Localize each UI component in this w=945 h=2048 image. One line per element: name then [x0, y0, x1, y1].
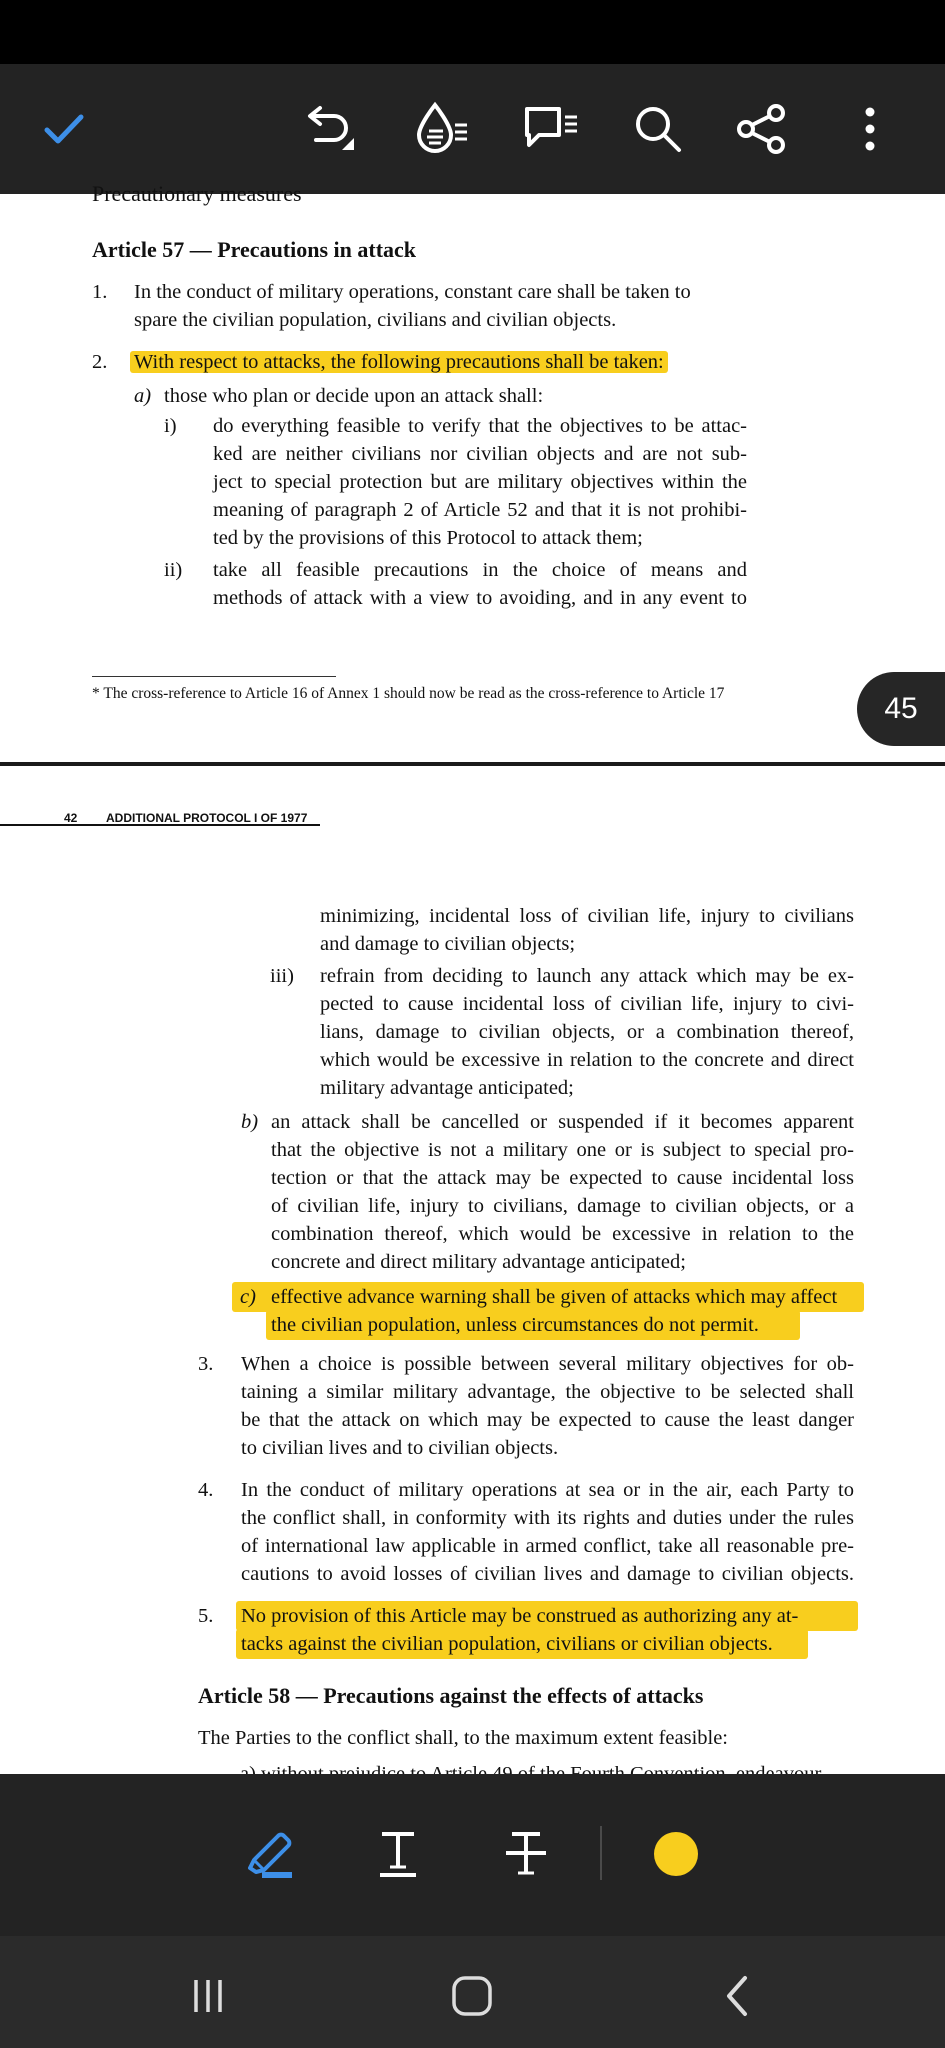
page-number-badge: 45 [857, 672, 945, 746]
para-3-line: When a choice is possible between several military objectives for ob- [241, 1353, 854, 1375]
para-5-line: No provision of this Article may be construed as authorizing any at- [241, 1605, 799, 1627]
checkmark-icon[interactable] [34, 99, 94, 159]
continued-line: and damage to civilian objects; [320, 933, 576, 955]
item-a-label: a) [134, 385, 152, 407]
back-icon[interactable] [708, 1966, 768, 2026]
item-i-line: ted by the provisions of this Protocol to attack them; [213, 527, 643, 549]
home-icon[interactable] [442, 1966, 502, 2026]
running-page-number: 42 [64, 811, 78, 825]
underline-icon[interactable] [368, 1824, 428, 1884]
item-iii-label: iii) [270, 965, 294, 987]
para-1-line: In the conduct of military operations, constant care shall be taken to [134, 281, 691, 303]
cut-heading: Precautionary measures [92, 181, 302, 206]
status-bar [0, 0, 945, 64]
highlighter-icon[interactable] [240, 1824, 300, 1884]
highlight-annotation[interactable]: With respect to attacks, the following precautions shall be taken: [130, 351, 668, 373]
item-a-text: those who plan or decide upon an attack shall: [164, 385, 544, 407]
share-icon[interactable] [732, 99, 792, 159]
para-1-number: 1. [92, 281, 108, 303]
para-2-number: 2. [92, 351, 108, 373]
para-5-line: tacks against the civilian population, civilians or civilian objects. [241, 1633, 773, 1655]
article-58-title: Article 58 — Precautions against the effects of attacks [198, 1683, 704, 1708]
recent-apps-icon[interactable] [178, 1966, 238, 2026]
para-3-line: to civilian lives and to civilian objects. [241, 1437, 559, 1459]
continued-line: minimizing, incidental loss of civilian life, injury to civilians [320, 905, 854, 927]
running-title: ADDITIONAL PROTOCOL I OF 1977 [106, 811, 308, 825]
article-57-title: Article 57 — Precautions in attack [92, 237, 417, 262]
item-iii-line: which would be excessive in relation to the concrete and direct [320, 1049, 854, 1071]
para-4-line: of international law applicable in armed conflict, take all reasonable pre- [241, 1535, 854, 1557]
para-4-line: cautions to avoid losses of civilian lives and damage to civilian objects. [241, 1563, 854, 1585]
pdf-page-45 [0, 181, 945, 762]
para-2-highlighted-text[interactable] [134, 348, 664, 376]
item-i-label: i) [164, 415, 177, 437]
item-b-line: that the objective is not a military one or is subject to special pro- [271, 1139, 854, 1161]
item-b-line: of civilian life, injury to civilians, damage to civilian objects, or a [271, 1195, 854, 1217]
read-mode-icon[interactable] [412, 99, 472, 159]
item-iii-line: refrain from deciding to launch any attack which may be ex- [320, 965, 854, 987]
item-c-line: effective advance warning shall be given of attacks which may affect [271, 1286, 838, 1308]
item-c-line: the civilian population, unless circumstances do not permit. [271, 1314, 759, 1336]
para-4-number: 4. [198, 1479, 214, 1501]
strikethrough-icon[interactable] [496, 1824, 556, 1884]
item-b-line: tection or that the attack may be expected to cause incidental loss [271, 1167, 854, 1189]
para-4-line: the conflict shall, in conformity with its rights and duties under the rules [241, 1507, 854, 1529]
item-i-line: ked are neither civilians nor civilian objects and are not sub- [213, 443, 747, 465]
para-1-line: spare the civilian population, civilians and civilian objects. [134, 309, 617, 331]
item-iii-line: military advantage anticipated; [320, 1077, 574, 1099]
pdf-page-46 [0, 766, 945, 1774]
top-toolbar [0, 64, 945, 194]
item-b-line: combination thereof, which would be excessive in relation to the [271, 1223, 854, 1245]
item-iii-line: pected to cause incidental loss of civilian life, injury to civi- [320, 993, 854, 1015]
comment-list-icon[interactable] [522, 99, 582, 159]
item-b-label: b) [241, 1111, 259, 1133]
search-icon[interactable] [628, 99, 688, 159]
item-ii-line: take all feasible precautions in the choice of means and [213, 559, 747, 581]
footnote-rule [92, 676, 336, 677]
running-header [0, 812, 320, 826]
toolbar-divider [600, 1826, 602, 1880]
item-ii-line: methods of attack with a view to avoiding, and in any event to [213, 587, 747, 609]
article-58-intro: The Parties to the conflict shall, to the maximum extent feasible: [198, 1727, 729, 1749]
color-picker[interactable] [646, 1824, 706, 1884]
item-i-line: meaning of paragraph 2 of Article 52 and that it is not prohibi- [213, 499, 747, 521]
para-3-line: be that the attack on which may be expected to cause the least danger [241, 1409, 854, 1431]
para-3-line: taining a similar military advantage, the objective to be selected shall [241, 1381, 854, 1403]
undo-icon[interactable] [300, 99, 360, 159]
para-4-line: In the conduct of military operations at sea or in the air, each Party to [241, 1479, 854, 1501]
annotation-toolbar [0, 1774, 945, 1936]
item-c-label: c) [240, 1286, 256, 1308]
item-b-line: an attack shall be cancelled or suspended if it becomes apparent [271, 1111, 854, 1133]
footnote: * The cross-reference to Article 16 of Annex 1 should now be read as the cross-reference to Article 17 [92, 685, 725, 702]
item-iii-line: lians, damage to civilian objects, or a combination thereof, [320, 1021, 854, 1043]
para-5-number: 5. [198, 1605, 214, 1627]
system-nav-bar [0, 1936, 945, 2048]
item-b-line: concrete and direct military advantage anticipated; [271, 1251, 686, 1273]
item-i-line: ject to special protection but are military objectives within the [213, 471, 747, 493]
item-i-line: do everything feasible to verify that the objectives to be attac- [213, 415, 747, 437]
item-ii-label: ii) [164, 559, 183, 581]
more-options-icon[interactable] [840, 99, 900, 159]
para-3-number: 3. [198, 1353, 214, 1375]
